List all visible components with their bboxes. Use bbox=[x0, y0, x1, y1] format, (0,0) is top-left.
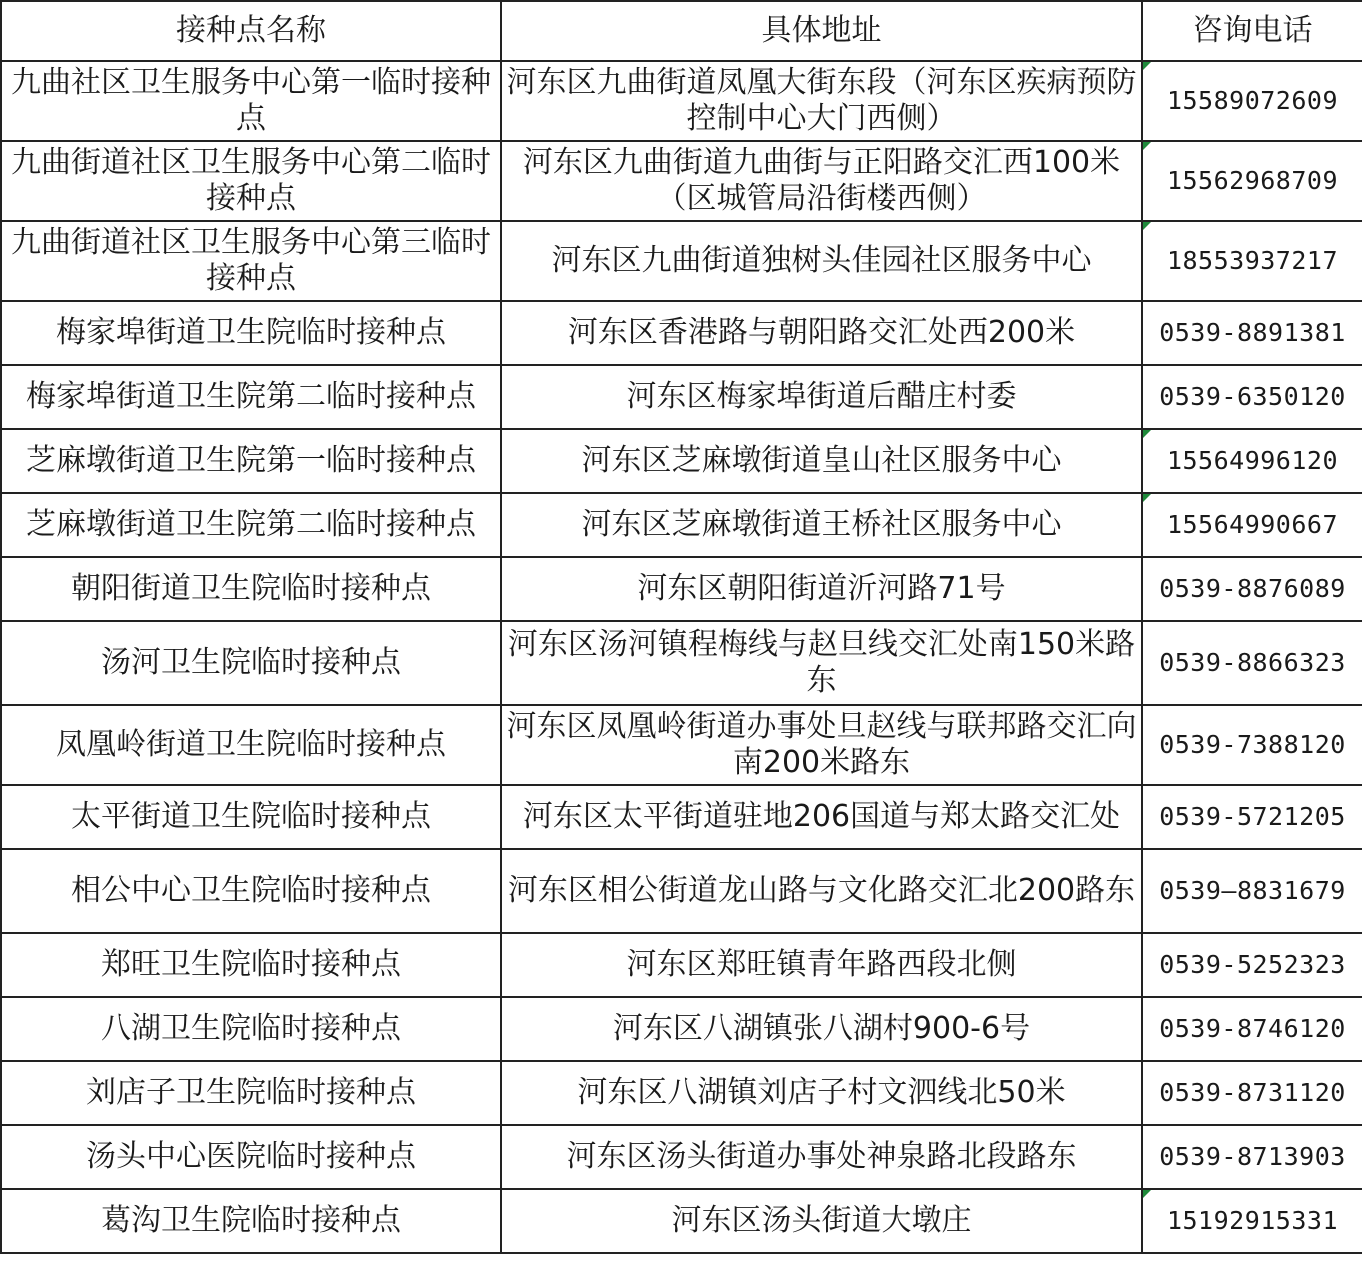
table-row bbox=[1, 621, 1362, 705]
address-cell: 河东区汤头街道办事处神泉路北段路东 bbox=[501, 1125, 1142, 1189]
comment-marker-icon bbox=[1143, 222, 1151, 230]
address-cell: 河东区太平街道驻地206国道与郑太路交汇处 bbox=[501, 785, 1142, 849]
table-body bbox=[1, 61, 1362, 1253]
site-name-cell: 芝麻墩街道卫生院第二临时接种点 bbox=[1, 493, 501, 557]
phone-cell bbox=[1142, 705, 1362, 785]
table-row bbox=[1, 933, 1362, 997]
comment-marker-icon bbox=[1143, 142, 1151, 150]
site-name-cell: 九曲街道社区卫生服务中心第二临时接种点 bbox=[1, 141, 501, 221]
table-header-row bbox=[1, 1, 1362, 61]
header-address: 具体地址 bbox=[501, 1, 1142, 61]
table-row bbox=[1, 849, 1362, 933]
phone-cell bbox=[1142, 1125, 1362, 1189]
table-row bbox=[1, 1125, 1362, 1189]
site-name-cell: 葛沟卫生院临时接种点 bbox=[1, 1189, 501, 1253]
phone-cell bbox=[1142, 141, 1362, 221]
phone-number: 0539—8831679 bbox=[1159, 876, 1346, 905]
phone-cell bbox=[1142, 1189, 1362, 1253]
address-cell: 河东区汤河镇程梅线与赵旦线交汇处南150米路东 bbox=[501, 621, 1142, 705]
address-cell: 河东区芝麻墩街道王桥社区服务中心 bbox=[501, 493, 1142, 557]
table-row bbox=[1, 1189, 1362, 1253]
table-row bbox=[1, 1061, 1362, 1125]
phone-number: 15589072609 bbox=[1166, 86, 1339, 115]
phone-cell bbox=[1142, 429, 1362, 493]
comment-marker-icon bbox=[1143, 430, 1151, 438]
table-row bbox=[1, 785, 1362, 849]
address-cell: 河东区九曲街道凤凰大街东段（河东区疾病预防控制中心大门西侧） bbox=[501, 61, 1142, 141]
comment-marker-icon bbox=[1143, 62, 1151, 70]
comment-marker-icon bbox=[1143, 494, 1151, 502]
phone-cell bbox=[1142, 493, 1362, 557]
phone-number: 0539-8713903 bbox=[1159, 1142, 1346, 1171]
address-cell: 河东区芝麻墩街道皇山社区服务中心 bbox=[501, 429, 1142, 493]
phone-cell bbox=[1142, 933, 1362, 997]
site-name-cell: 汤河卫生院临时接种点 bbox=[1, 621, 501, 705]
phone-cell bbox=[1142, 557, 1362, 621]
phone-number: 0539-7388120 bbox=[1159, 730, 1346, 759]
site-name-cell: 朝阳街道卫生院临时接种点 bbox=[1, 557, 501, 621]
address-cell: 河东区梅家埠街道后醋庄村委 bbox=[501, 365, 1142, 429]
site-name-cell: 刘店子卫生院临时接种点 bbox=[1, 1061, 501, 1125]
table-row bbox=[1, 997, 1362, 1061]
site-name-cell: 九曲街道社区卫生服务中心第三临时接种点 bbox=[1, 221, 501, 301]
table-row bbox=[1, 365, 1362, 429]
phone-number: 0539-8746120 bbox=[1159, 1014, 1346, 1043]
phone-number: 0539-8876089 bbox=[1159, 574, 1346, 603]
address-cell: 河东区九曲街道九曲街与正阳路交汇西100米（区城管局沿街楼西侧） bbox=[501, 141, 1142, 221]
phone-number: 0539-6350120 bbox=[1159, 382, 1346, 411]
phone-cell bbox=[1142, 849, 1362, 933]
phone-number: 0539-8891381 bbox=[1159, 318, 1346, 347]
address-cell: 河东区九曲街道独树头佳园社区服务中心 bbox=[501, 221, 1142, 301]
phone-cell bbox=[1142, 365, 1362, 429]
table-row bbox=[1, 301, 1362, 365]
phone-cell bbox=[1142, 785, 1362, 849]
comment-marker-icon bbox=[1143, 1190, 1151, 1198]
address-cell: 河东区八湖镇张八湖村900-6号 bbox=[501, 997, 1142, 1061]
header-site-name: 接种点名称 bbox=[1, 1, 501, 61]
site-name-cell: 郑旺卫生院临时接种点 bbox=[1, 933, 501, 997]
site-name-cell: 太平街道卫生院临时接种点 bbox=[1, 785, 501, 849]
address-cell: 河东区朝阳街道沂河路71号 bbox=[501, 557, 1142, 621]
address-cell: 河东区相公街道龙山路与文化路交汇北200路东 bbox=[501, 849, 1142, 933]
phone-number: 0539-5252323 bbox=[1159, 950, 1346, 979]
phone-number: 15564990667 bbox=[1166, 510, 1339, 539]
site-name-cell: 八湖卫生院临时接种点 bbox=[1, 997, 501, 1061]
address-cell: 河东区香港路与朝阳路交汇处西200米 bbox=[501, 301, 1142, 365]
table-row bbox=[1, 705, 1362, 785]
phone-number: 15564996120 bbox=[1166, 446, 1339, 475]
site-name-cell: 梅家埠街道卫生院临时接种点 bbox=[1, 301, 501, 365]
address-cell: 河东区郑旺镇青年路西段北侧 bbox=[501, 933, 1142, 997]
address-cell: 河东区凤凰岭街道办事处旦赵线与联邦路交汇向南200米路东 bbox=[501, 705, 1142, 785]
address-cell: 河东区八湖镇刘店子村文泗线北50米 bbox=[501, 1061, 1142, 1125]
site-name-cell: 相公中心卫生院临时接种点 bbox=[1, 849, 501, 933]
phone-cell bbox=[1142, 1061, 1362, 1125]
site-name-cell: 汤头中心医院临时接种点 bbox=[1, 1125, 501, 1189]
phone-cell bbox=[1142, 997, 1362, 1061]
phone-number: 15562968709 bbox=[1166, 166, 1339, 195]
phone-number: 0539-8866323 bbox=[1159, 648, 1346, 677]
phone-number: 0539-8731120 bbox=[1159, 1078, 1346, 1107]
phone-cell bbox=[1142, 221, 1362, 301]
table-row bbox=[1, 141, 1362, 221]
address-cell: 河东区汤头街道大墩庄 bbox=[501, 1189, 1142, 1253]
header-phone: 咨询电话 bbox=[1142, 1, 1362, 61]
phone-number: 15192915331 bbox=[1166, 1206, 1339, 1235]
site-name-cell: 梅家埠街道卫生院第二临时接种点 bbox=[1, 365, 501, 429]
phone-cell bbox=[1142, 301, 1362, 365]
table-row bbox=[1, 557, 1362, 621]
site-name-cell: 九曲社区卫生服务中心第一临时接种点 bbox=[1, 61, 501, 141]
phone-number: 0539-5721205 bbox=[1159, 802, 1346, 831]
table-row bbox=[1, 61, 1362, 141]
phone-cell bbox=[1142, 621, 1362, 705]
table-row bbox=[1, 493, 1362, 557]
site-name-cell: 芝麻墩街道卫生院第一临时接种点 bbox=[1, 429, 501, 493]
table-row bbox=[1, 221, 1362, 301]
phone-number: 18553937217 bbox=[1166, 246, 1339, 275]
phone-cell bbox=[1142, 61, 1362, 141]
table-row bbox=[1, 429, 1362, 493]
site-name-cell: 凤凰岭街道卫生院临时接种点 bbox=[1, 705, 501, 785]
